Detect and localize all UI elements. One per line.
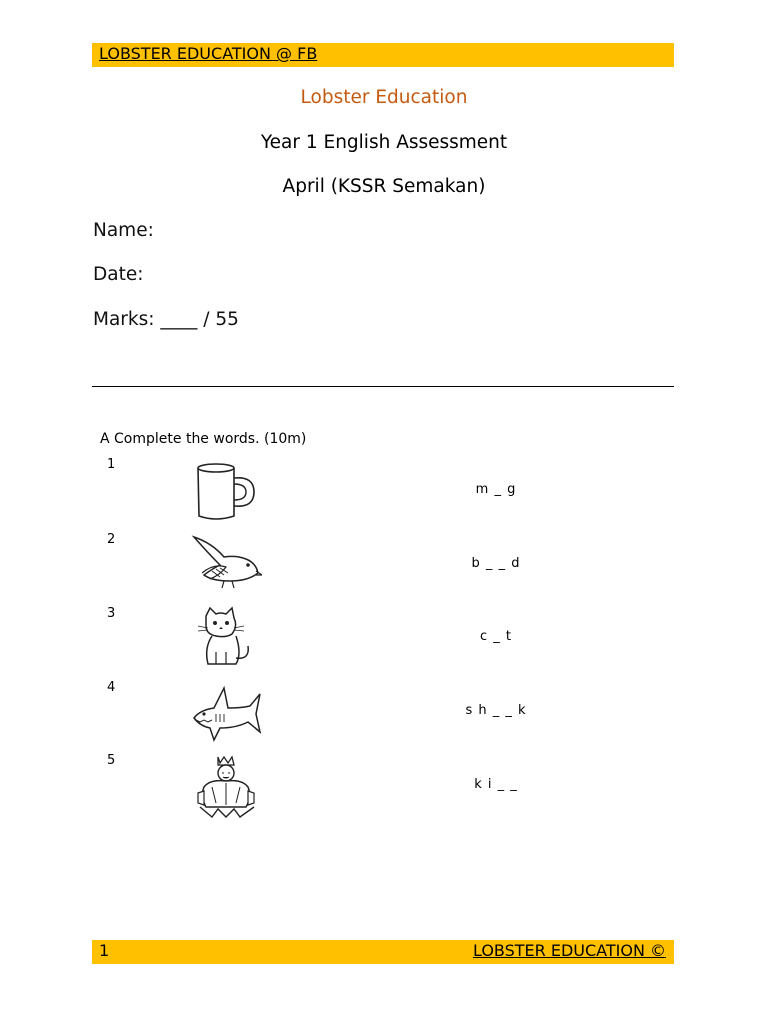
shark-icon [190, 684, 262, 744]
question-number: 5 [107, 753, 116, 768]
question-number: 3 [107, 606, 116, 621]
mug-icon [190, 460, 262, 524]
document-title: Year 1 English Assessment [260, 132, 508, 153]
question-number: 1 [107, 457, 116, 472]
divider-line [92, 386, 674, 387]
bird-icon [190, 533, 262, 589]
question-number: 4 [107, 680, 116, 695]
incomplete-word: b _ _ d [471, 556, 521, 571]
footer-band [92, 940, 674, 964]
incomplete-word: c _ t [479, 629, 512, 644]
page-number: 1 [99, 941, 110, 960]
cat-icon [190, 606, 262, 670]
name-field-label: Name: [93, 220, 154, 241]
organization-title: Lobster Education [300, 87, 468, 108]
document-subtitle: April (KSSR Semakan) [282, 176, 486, 197]
header-text: LOBSTER EDUCATION @ FB [99, 44, 318, 63]
question-number: 2 [107, 532, 116, 547]
incomplete-word: k i _ _ [474, 777, 518, 792]
king-icon [190, 753, 262, 819]
header-band [92, 43, 674, 67]
incomplete-word: m _ g [475, 482, 517, 497]
section-a-heading: A Complete the words. (10m) [100, 431, 307, 447]
footer-text: LOBSTER EDUCATION © [472, 941, 666, 960]
date-field-label: Date: [93, 264, 144, 285]
marks-field-label: Marks: ____ / 55 [93, 309, 239, 330]
incomplete-word: s h _ _ k [465, 703, 527, 718]
